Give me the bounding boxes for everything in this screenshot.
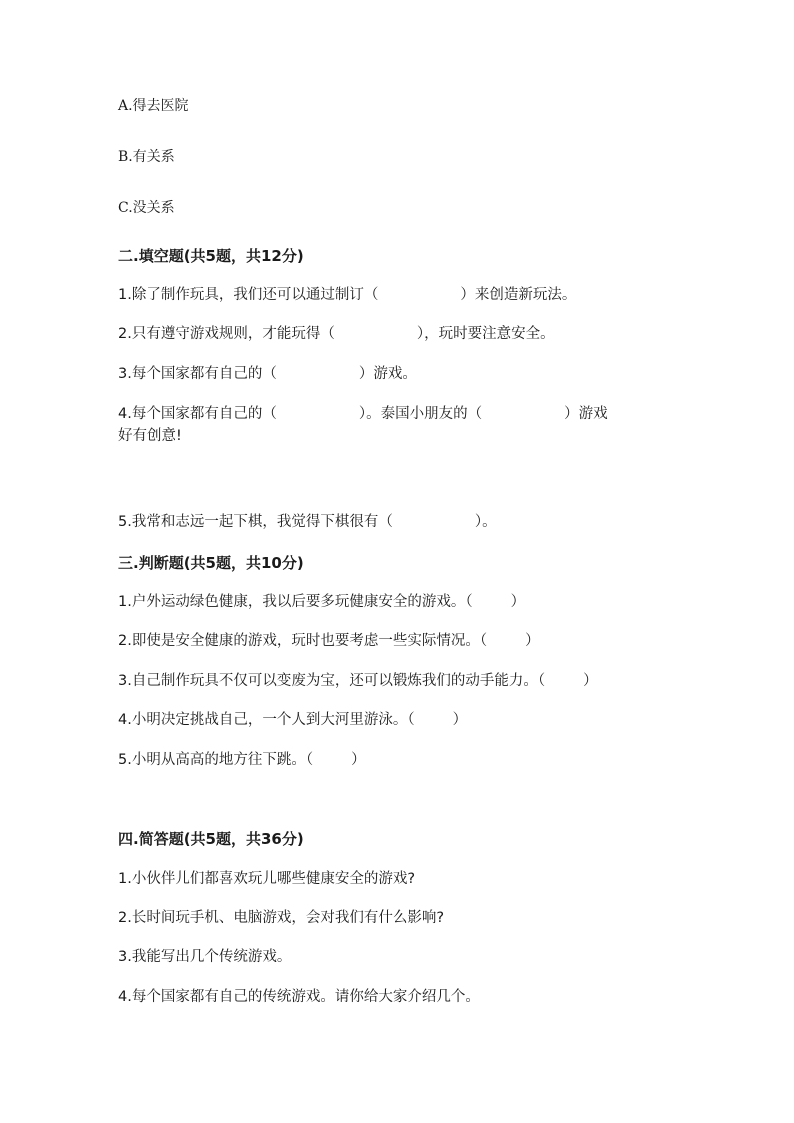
judge-question-5 [118, 749, 366, 771]
section-short-answer-title: 四.简答题(共5题，共36分) [118, 830, 304, 848]
judge-question-4-text: 4.小明决定挑战自己，一个人到大河里游泳。（ [118, 712, 415, 728]
fill-question-5-text-b: ）。 [474, 514, 497, 530]
fill-question-3-text-a: 3.每个国家都有自己的（ [118, 366, 277, 382]
judge-question-1 [118, 591, 525, 613]
fill-question-4-continuation: 好有创意! [118, 428, 182, 444]
judge-question-2 [118, 630, 540, 652]
option-c: C.没关系 [118, 200, 175, 216]
short-question-3: 3.我能写出几个传统游戏。 [118, 949, 292, 965]
fill-question-2 [118, 323, 555, 345]
fill-question-5-text-a: 5.我常和志远一起下棋，我觉得下棋很有（ [118, 514, 393, 530]
fill-question-4-text-b: ）。泰国小朋友的（ [358, 406, 483, 422]
judge-question-1-close: ） [510, 594, 526, 610]
fill-question-4-text-c: ）游戏 [564, 406, 608, 422]
short-question-1: 1.小伙伴儿们都喜欢玩儿哪些健康安全的游戏? [118, 871, 416, 887]
judge-question-3-close: ） [583, 673, 598, 689]
judge-question-5-close: ） [351, 752, 366, 768]
judge-question-2-close: ） [525, 633, 540, 649]
short-question-4: 4.每个国家都有自己的传统游戏。请你给大家介绍几个。 [118, 989, 480, 1005]
fill-question-1 [118, 284, 576, 306]
fill-question-5 [118, 511, 497, 533]
section-judgement-title: 三.判断题(共5题，共10分) [118, 554, 304, 572]
short-question-2: 2.长时间玩手机、电脑游戏，会对我们有什么影响? [118, 910, 445, 926]
judge-question-4-close: ） [452, 712, 468, 728]
section-fill-blank-title: 二.填空题(共5题，共12分) [118, 247, 304, 265]
fill-question-3 [118, 363, 417, 385]
fill-question-4-text-a: 4.每个国家都有自己的（ [118, 406, 277, 422]
fill-question-1-text-b: ）来创造新玩法。 [460, 287, 577, 303]
fill-question-2-text-a: 2.只有遵守游戏规则，才能玩得（ [118, 326, 335, 342]
fill-question-3-text-b: ）游戏。 [358, 366, 417, 382]
judge-question-2-text: 2.即使是安全健康的游戏，玩时也要考虑一些实际情况。（ [118, 633, 488, 649]
judge-question-1-text: 1.户外运动绿色健康，我以后要多玩健康安全的游戏。（ [118, 594, 473, 610]
fill-question-4 [118, 403, 608, 425]
judge-question-3 [118, 670, 598, 692]
fill-question-2-text-b: ），玩时要注意安全。 [416, 326, 555, 342]
fill-question-1-text-a: 1.除了制作玩具，我们还可以通过制订（ [118, 287, 379, 303]
option-a: A.得去医院 [118, 98, 189, 114]
judge-question-4 [118, 709, 467, 731]
judge-question-3-text: 3.自己制作玩具不仅可以变废为宝，还可以锻炼我们的动手能力。（ [118, 673, 546, 689]
option-b: B.有关系 [118, 149, 175, 165]
judge-question-5-text: 5.小明从高高的地方往下跳。（ [118, 752, 314, 768]
